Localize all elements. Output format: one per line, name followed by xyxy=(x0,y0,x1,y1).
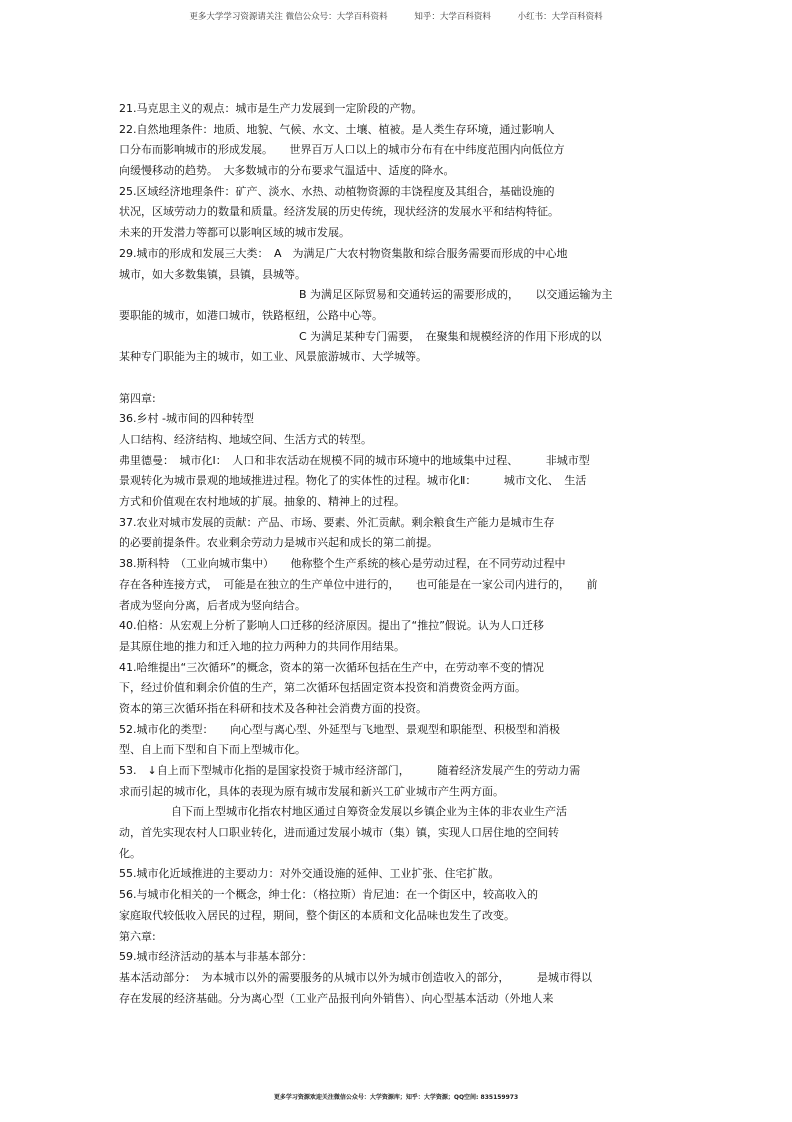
text-line: 22.自然地理条件：地质、地貌、气候、水文、土壤、植被。是人类生存环境，通过影响人 xyxy=(119,122,555,136)
text-line: 状况，区域劳动力的数量和质量。经济发展的历史传统，现状经济的发展水平和结构特征。 xyxy=(119,205,559,219)
header-wechat: 更多大学学习资源请关注 微信公众号：大学百科资料 xyxy=(189,12,388,22)
text-line: 人口结构、经济结构、地域空间、生活方式的转型。 xyxy=(119,433,372,446)
text-line: 36.乡村 -城市间的四种转型 xyxy=(119,412,254,426)
header-xiaohongshu: 小红书：大学百科资料 xyxy=(517,12,603,22)
text-line: 某种专门职能为主的城市，如工业、风景旅游城市、大学城等。 xyxy=(119,350,427,364)
text-line: 弗里德曼： 城市化Ⅰ： 人口和非农活动在规模不同的城市环境中的地域集中过程、 非城市型 xyxy=(119,453,590,467)
text-line: 59.城市经济活动的基本与非基本部分： xyxy=(119,950,313,964)
text-line: 基本活动部分： 为本城市以外的需要服务的从城市以外为城市创造收入的部分， 是城市得以 xyxy=(119,970,592,984)
text-line: 型、自上而下型和自下而上型城市化。 xyxy=(119,743,306,757)
text-line: 自下而上型城市化指农村地区通过自筹资金发展以乡镇企业为主体的非农业生产活 xyxy=(171,805,567,819)
text-line: 城市，如大多数集镇，县镇，县城等。 xyxy=(119,267,306,281)
text-line: 下，经过价值和剩余价值的生产，第二次循环包括固定资本投资和消费资金两方面。 xyxy=(119,681,526,695)
text-line: 动，首先实现农村人口职业转化，进而通过发展小城市（集）镇，实现人口居住地的空间转 xyxy=(119,826,559,840)
blank-line xyxy=(119,368,679,389)
text-line: 家庭取代较低收入居民的过程，期间，整个街区的本质和文化品味也发生了改变。 xyxy=(119,908,515,922)
text-line: 25.区域经济地理条件：矿产、淡水、水热、动植物资源的丰饶程度及其组合，基础设施的 xyxy=(119,184,555,198)
text-line: B 为满足区际贸易和交通转运的需要形成的， 以交通运输为主 xyxy=(299,288,613,302)
text-line: 存在发展的经济基础。分为离心型（工业产品报刊向外销售）、向心型基本活动（外地人来 xyxy=(119,991,554,1005)
text-line: 景观转化为城市景观的地域推进过程。物化了的实体性的过程。城市化Ⅱ： 城市文化、 生活 xyxy=(119,474,587,488)
text-line: 37.农业对城市发展的贡献：产品、市场、要素、外汇贡献。剩余粮食生产能力是城市生存 xyxy=(119,515,555,529)
text-line: 者成为竖向分离，后者成为竖向结合。 xyxy=(119,598,306,612)
text-line: 53. ↓自上而下型城市化指的是国家投资于城市经济部门， 随着经济发展产生的劳动力需 xyxy=(119,764,581,777)
page-header xyxy=(0,10,792,22)
header-zhihu: 知乎：大学百科资料 xyxy=(414,12,491,22)
text-line: 52.城市化的类型： 向心型与离心型、外延型与飞地型、景观型和职能型、积极型和消极 xyxy=(119,722,560,736)
text-line: 资本的第三次循环指在科研和技术及各种社会消费方面的投资。 xyxy=(119,701,427,715)
text-line: 的必要前提条件。农业剩余劳动力是城市兴起和成长的第二前提。 xyxy=(119,536,438,550)
text-line: 方式和价值观在农村地域的扩展。抽象的、精神上的过程。 xyxy=(119,495,405,509)
text-line: 向缓慢移动的趋势。 大多数城市的分布要求气温适中、适度的降水。 xyxy=(119,164,455,178)
text-line: 38.斯科特 （工业向城市集中） 他称整个生产系统的核心是劳动过程，在不同劳动过程中 xyxy=(119,557,566,571)
text-line: 未来的开发潜力等都可以影响区域的城市发展。 xyxy=(119,226,350,240)
text-line: 是其原住地的推力和迁入地的拉力两种力的共同作用结果。 xyxy=(119,639,405,653)
text-line: 口分布而影响城市的形成发展。 世界百万人口以上的城市分布有在中纬度范围内向低位方 xyxy=(119,143,565,157)
text-line: 化。 xyxy=(119,846,141,860)
text-line: 56.与城市化相关的一个概念，绅士化：（格拉斯）肯尼迪：在一个街区中，较高收入的 xyxy=(119,888,538,902)
text-line: 55.城市化近域推进的主要动力：对外交通设施的延伸、工业扩张、住宅扩散。 xyxy=(119,867,500,881)
text-line: C 为满足某种专门需要， 在聚集和规模经济的作用下形成的以 xyxy=(299,329,602,343)
text-line: 存在各种连接方式， 可能是在独立的生产单位中进行的， 也可能是在一家公司内进行的， 前 xyxy=(119,577,598,591)
document-body xyxy=(119,99,679,1009)
text-line: 要职能的城市，如港口城市，铁路枢纽，公路中心等。 xyxy=(119,308,383,322)
chapter-heading: 第四章: xyxy=(119,391,156,405)
text-line: 21.马克思主义的观点：城市是生产力发展到一定阶段的产物。 xyxy=(119,102,423,115)
chapter-heading: 第六章: xyxy=(119,929,156,943)
text-line: 29.城市的形成和发展三大类： A 为满足广大农村物资集散和综合服务需要而形成的中心地 xyxy=(119,246,568,260)
text-line: 40.伯格：从宏观上分析了影响人口迁移的经济原因。提出了“推拉”假说。认为人口迁移 xyxy=(119,619,544,633)
page-footer: 更多学习资源欢迎关注微信公众号：大学资源库；知乎：大学资源；QQ空间: 835159973 xyxy=(273,1094,519,1101)
text-line: 41.哈维提出“三次循环”的概念，资本的第一次循环包括在生产中，在劳动率不变的情况 xyxy=(119,660,544,674)
text-line: 求而引起的城市化，具体的表现为原有城市发展和新兴工矿业城市产生两方面。 xyxy=(119,784,504,798)
